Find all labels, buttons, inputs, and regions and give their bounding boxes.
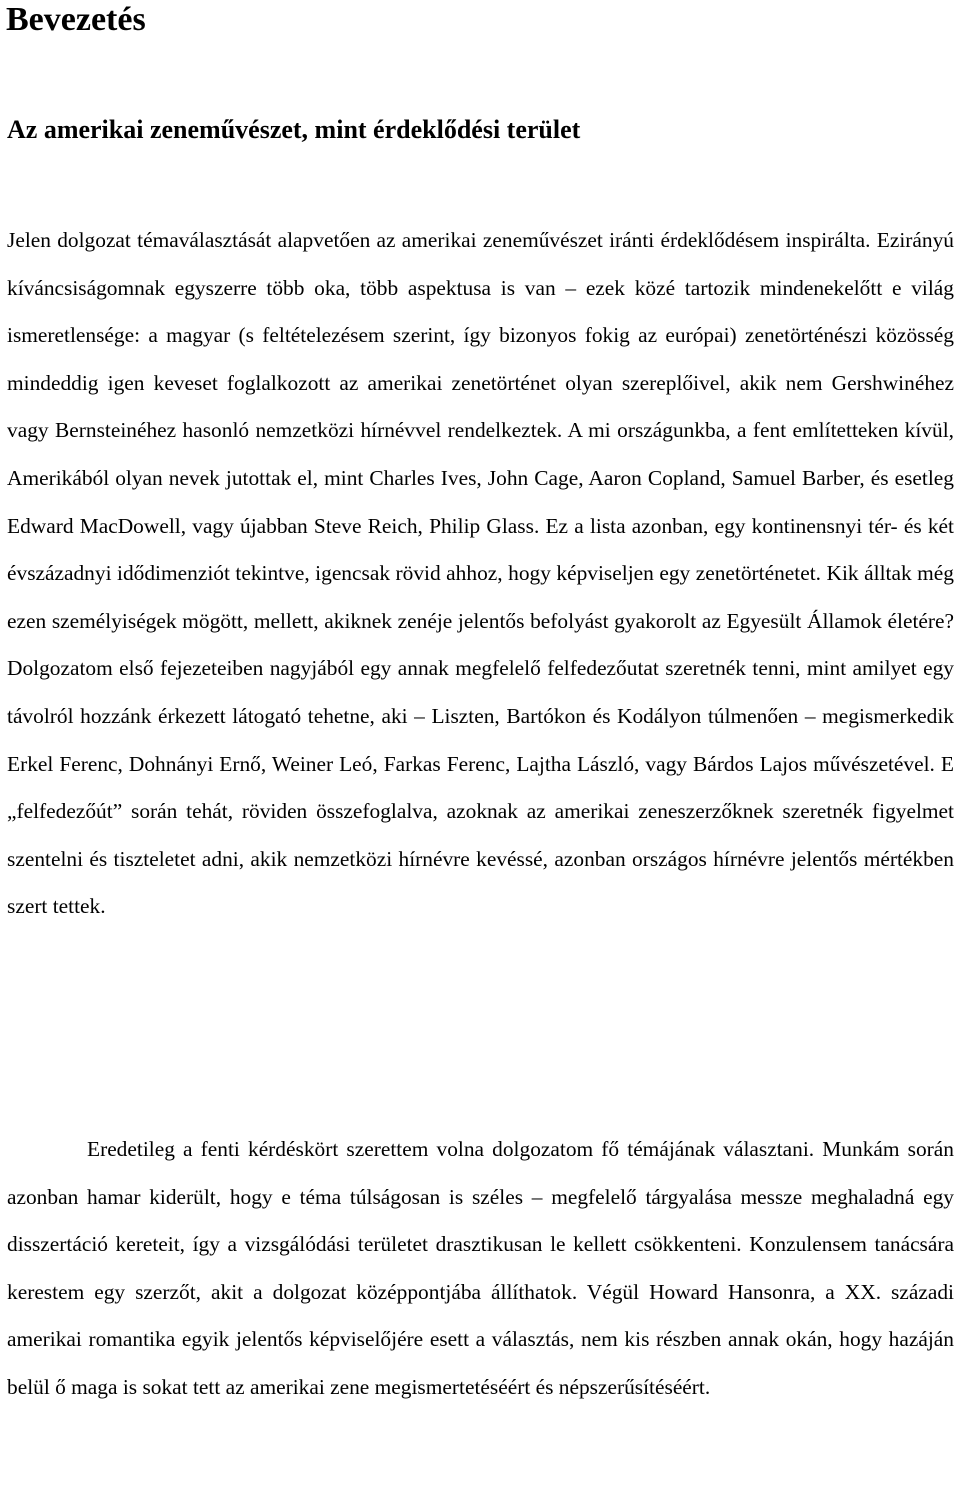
section-title: Az amerikai zeneművészet, mint érdeklődési terület	[7, 115, 581, 144]
body-paragraph-1: Jelen dolgozat témaválasztását alapvetően az amerikai zeneművészet iránti érdeklődésem inspirálta. Ezirányú kíváncsiságomnak egyszerre több oka, több aspektusa is van – ezek közé tartozik mindenekelőtt e világ ismeretlensége: a magyar (s feltételezésem szerint, így bizonyos fokig az európai) zenetörténészi közösség mindeddig igen keveset foglalkozott az amerikai zenetörténet olyan szereplőivel, akik nem Gershwinéhez vagy Bernsteinéhez hasonló nemzetközi hírnévvel rendelkeztek. A mi országunkba, a fent említetteken kívül, Amerikából olyan nevek jutottak el, mint Charles Ives, John Cage, Aaron Copland, Samuel Barber, és esetleg Edward MacDowell, vagy újabban Steve Reich, Philip Glass. Ez a lista azonban, egy kontinensnyi tér- és két évszázadnyi idődimenziót tekintve, igencsak rövid ahhoz, hogy képviseljen egy zenetörténetet. Kik álltak még ezen személyiségek mögött, mellett, akiknek zenéje jelentős befolyást gyakorolt az Egyesült Államok életére? Dolgozatom első fejezeteiben nagyjából egy annak megfelelő felfedezőutat szeretnék tenni, mint amilyet egy távolról hozzánk érkezett látogató tehetne, aki – Liszten, Bartókon és Kodályon túlmenően – megismerkedik Erkel Ferenc, Dohnányi Ernő, Weiner Leó, Farkas Ferenc, Lajtha László, vagy Bárdos Lajos művészetével. E „felfedezőút” során tehát, röviden összefoglalva, azoknak az amerikai zeneszerzőknek szeretnék figyelmet szentelni és tiszteletet adni, akik nemzetközi hírnévre kevéssé, azonban országos hírnévre jelentős mértékben szert tettek.	[7, 228, 954, 919]
body-paragraph-2: Eredetileg a fenti kérdéskört szerettem volna dolgozatom fő témájának választani. Munkám során azonban hamar kiderült, hogy e téma túlságosan is széles – megfelelő tárgyalása messze meghaladná egy disszertáció kereteit, így a vizsgálódási területet drasztikusan le kellett csökkenteni. Konzulensem tanácsára kerestem egy szerzőt, akit a dolgozat középpontjába állíthatok. Végül Howard Hansonra, a XX. századi amerikai romantika egyik jelentős képviselőjére esett a választás, nem kis részben annak okán, hogy hazáján belül ő maga is sokat tett az amerikai zene megismertetéséért és népszerűsítéséért.	[7, 1137, 954, 1399]
chapter-title: Bevezetés	[6, 1, 146, 38]
